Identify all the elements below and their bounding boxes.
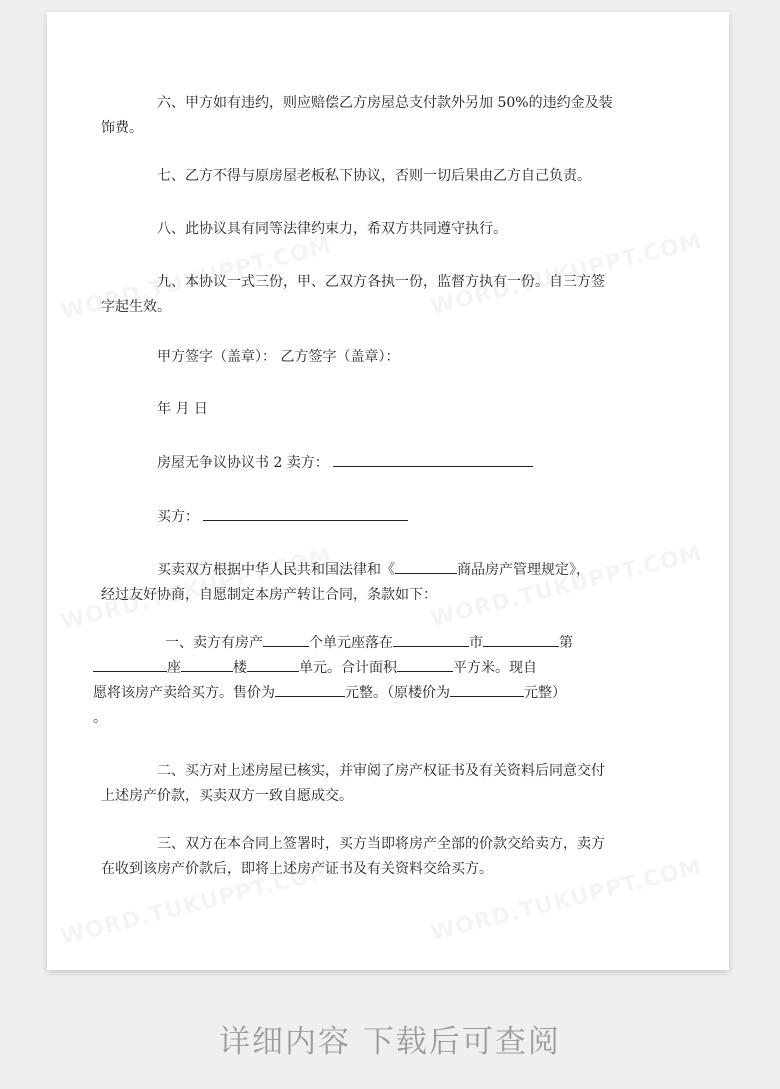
clause-8-text: 八、此协议具有同等法律约束力，希双方共同遵守执行。 (157, 221, 507, 237)
item-1 (93, 631, 659, 731)
item-1-e: 座 (167, 660, 181, 676)
clause-7-text: 七、乙方不得与原房屋老板私下协议，否则一切后果由乙方自己负责。 (157, 168, 591, 184)
item-1-d: 第 (559, 635, 573, 651)
clause-8 (129, 217, 659, 242)
download-hint: 详细内容 下载后可查阅 (219, 1024, 561, 1060)
clause-6-line-2: 饰费。 (101, 120, 143, 136)
blank-floor (181, 657, 233, 672)
intro-blank (395, 559, 457, 574)
item-1-j: 元整。（原楼价为 (345, 685, 450, 701)
intro (101, 558, 659, 608)
item-3 (101, 832, 659, 882)
clause-6 (101, 91, 659, 141)
clause-7 (129, 164, 659, 189)
item-1-i: 愿将该房产卖给买方。售价为 (93, 685, 275, 701)
item-2 (101, 759, 659, 809)
blank-area (397, 657, 453, 672)
item-1-k: 元整） (524, 685, 566, 701)
item-1-l: 。 (93, 710, 107, 726)
blank-location (393, 632, 469, 647)
buyer-blank (203, 506, 408, 521)
buyer-label: 买方： (157, 509, 199, 525)
blank-unit (247, 657, 299, 672)
item-3-line-1: 三、双方在本合同上签署时，买方当即将房产全部的价款交给卖方，卖方 (157, 836, 605, 852)
item-1-h: 平方米。现自 (453, 660, 537, 676)
clause-9 (101, 270, 659, 320)
blank-block (93, 657, 167, 672)
seller-line (129, 451, 659, 476)
document-page (47, 12, 729, 970)
intro-part-b: 商品房产管理规定》， (457, 562, 590, 578)
clause-9-line-2: 字起生效。 (101, 299, 171, 315)
item-2-line-1: 二、买方对上述房屋已核实，并审阅了房产权证书及有关资料后同意交付 (157, 763, 605, 779)
item-1-g: 单元。合计面积 (299, 660, 397, 676)
item-1-a: 一、卖方有房产 (165, 635, 263, 651)
blank-city (483, 632, 559, 647)
item-1-b: 个单元座落在 (309, 635, 393, 651)
signature-line (129, 345, 659, 370)
item-1-f: 楼 (233, 660, 247, 676)
buyer-line (129, 505, 659, 530)
signature-text: 甲方签字（盖章）： 乙方签字（盖章）： (157, 349, 400, 365)
clause-6-line-1: 六、甲方如有违约，则应赔偿乙方房屋总支付款外另加 50%的违约金及装 (157, 95, 613, 111)
blank-price (275, 682, 345, 697)
clause-9-line-1: 九、本协议一式三份，甲、乙双方各执一份，监督方执有一份。自三方签 (157, 274, 605, 290)
blank-units (263, 632, 309, 647)
seller-blank (333, 452, 533, 467)
item-1-c: 市 (469, 635, 483, 651)
intro-part-a: 买卖双方根据中华人民共和国法律和《 (157, 562, 395, 578)
date-text: 年 月 日 (157, 401, 208, 417)
item-2-line-2: 上述房产价款，买卖双方一致自愿成交。 (101, 788, 353, 804)
item-3-line-2: 在收到该房产价款后，即将上述房产证书及有关资料交给买方。 (101, 861, 493, 877)
intro-line-2: 经过友好协商，自愿制定本房产转让合同，条款如下： (101, 587, 437, 603)
date-line (129, 397, 659, 422)
blank-original-price (450, 682, 524, 697)
seller-label: 房屋无争议协议书 2 卖方： (157, 455, 329, 471)
